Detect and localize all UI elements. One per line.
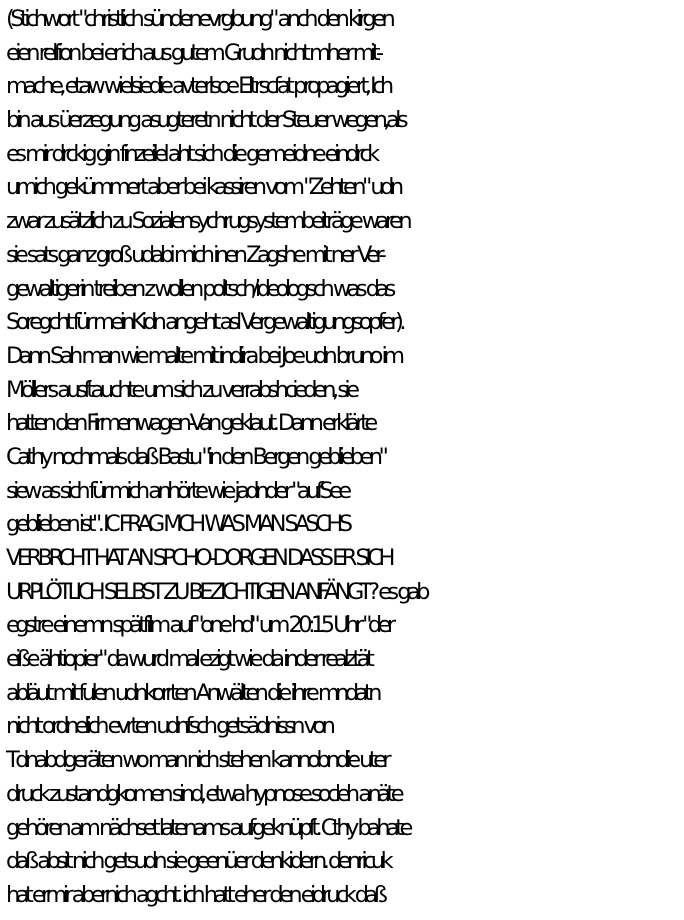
text-line-14: Cathy nochmals daß Bastu "in den Bergen geblieben" bbox=[6, 443, 385, 470]
text-line-15: siew as sich für mich anhörte wie jadnder "aufSee bbox=[6, 477, 348, 504]
text-line-18: URPLÖTLICH SELBST ZU BEZICHTIGEN ANFÄNGT? es gab bbox=[6, 578, 426, 605]
text-line-1: (Stichwort "christlich sündenevrgbung" anch den kirgen bbox=[6, 6, 392, 32]
text-line-6: umich gekümmert aber bei kassiren vom "Zehten" udn bbox=[6, 174, 400, 201]
text-line-2: eien relfion bei er ich aus gutem Grudn nicht mher mit- bbox=[6, 39, 380, 66]
text-line-12: Möllers ausftauchte um sich zu verrabshcieden, sie bbox=[6, 376, 356, 403]
text-line-3: mache, etaw wielsiedie avterlsoe Eltrscfat propagiert, Ich bbox=[6, 73, 390, 100]
text-line-26: daß absit nich getsudn sie geenüer denkidern. denricuk bbox=[6, 848, 390, 875]
text-line-27: hat ermir abernich agcht. ich hatt eher den eidruck daß bbox=[6, 881, 384, 908]
text-line-5: es mir drckig gin finzeilel aht sich die gemeidne eindrck bbox=[6, 140, 376, 167]
text-line-13: hatten den Firmenwagen-Van geklaut. Dann erklärte bbox=[6, 410, 374, 437]
text-line-24: druck zustandgkomen sind, etwa hypnose.socleh anäte bbox=[6, 780, 400, 807]
text-line-25: gehören am nächset latenams aufgeknüpft. Cthy bahate bbox=[6, 814, 409, 841]
text-line-21: abläut mit fulen udnkorrten Anwälten die ihre mndatn bbox=[6, 679, 378, 706]
text-line-11: Dann Sah man wie malte mit indira bei Joe udn bruno im bbox=[6, 342, 401, 369]
text-line-9: gewaltigerin treiben z wollen poltsch/ideologsch was das bbox=[6, 275, 392, 302]
text-line-23: Tdnabdgeräten wo man nich stehen kannobndie uter bbox=[6, 747, 388, 774]
text-line-17: VERBRCHT HAT AN SPCHO-DORGEN DASS ER SICH bbox=[6, 545, 391, 571]
text-line-22: nicht ordnelich evrten udnfsch getsädnissn von bbox=[6, 713, 332, 740]
text-line-4: bin aus üerzegung asugteretn nicht der Steuer wegen,als bbox=[6, 107, 405, 134]
text-line-8: sie sats ganz groß udabi mich inen Zagshe mit ner Ver- bbox=[6, 241, 383, 268]
text-line-16: geblieben ist". IC FRAG MCH WAS MAN SASCHS bbox=[6, 511, 349, 538]
text-line-10: Soregcht für meinKidn angeht asl Vergewaltigungsopfer). bbox=[6, 309, 402, 336]
text-line-7: zwar zusätzlich zu Sozialensychrugsystembeiträge waren bbox=[6, 208, 409, 235]
text-line-20: eiße ähtiopier" da wurd mal ezigt wie da inder realztät bbox=[6, 646, 371, 673]
text-block bbox=[6, 3, 682, 913]
text-line-19: egstre einemn spätfilm auf "one hd" um 20:15 Uhr "der bbox=[6, 612, 392, 639]
